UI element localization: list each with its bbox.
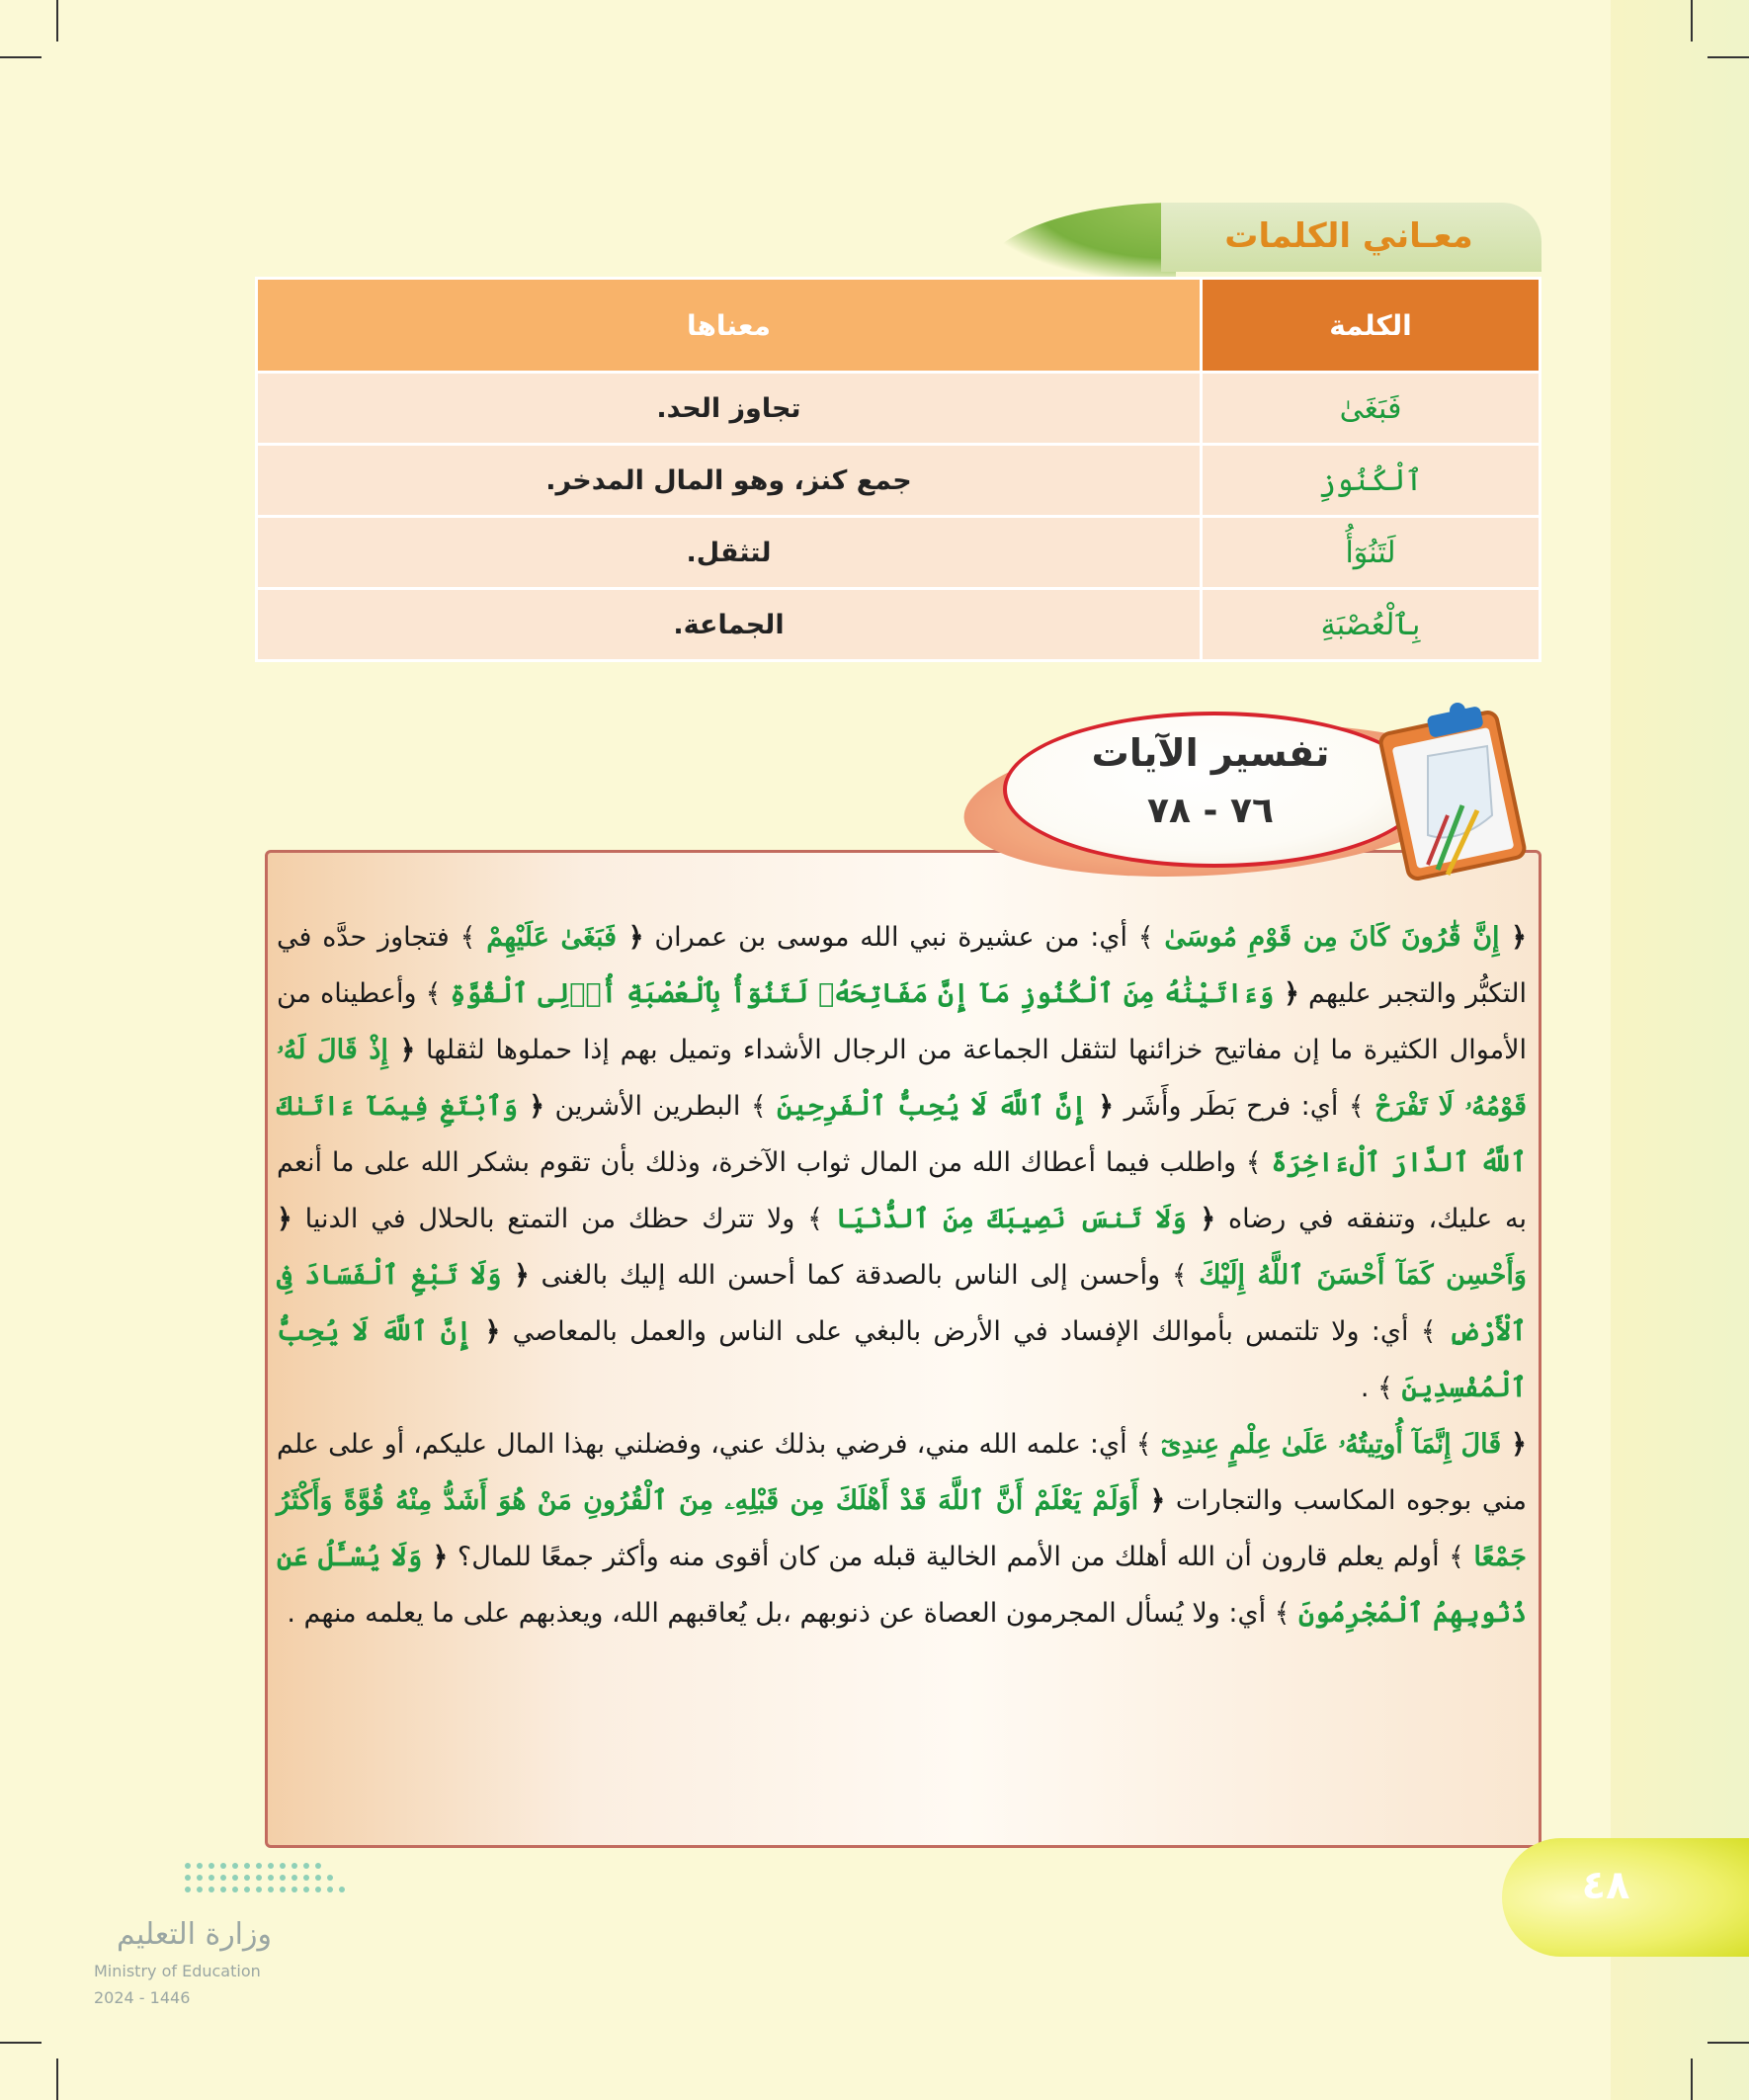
quran-verse-text: وَلَا تَنسَ نَصِيبَكَ مِنَ ٱلدُّنْيَا <box>835 1204 1187 1234</box>
ministry-year: 2024 - 1446 <box>94 1988 191 2007</box>
word-column-header: الكلمة <box>1202 279 1541 373</box>
meaning-column-header: معناها <box>257 279 1202 373</box>
quran-verse-text: إِنَّ قَٰرُونَ كَانَ مِن قَوْمِ مُوسَىٰ <box>1164 922 1500 953</box>
ornate-bracket: ﴿ <box>387 1035 416 1065</box>
explanation-text: ﴾ أي: ولا يُسأل المجرمون العصاة عن ذنوبهم ،بل يُعاقبهم الله، ويعذبهم على ما يعلمه منهم . <box>287 1598 1299 1629</box>
ministry-logo-dots <box>178 1858 356 1902</box>
ornate-bracket: ﴿ <box>1499 922 1527 953</box>
quran-verse-text: فَبَغَىٰ عَلَيْهِمْ <box>486 922 618 953</box>
quran-verse-text: وَءَاتَيْنَٰهُ مِنَ ٱلْكُنُوزِ مَآ إِنَّ مَفَاتِحَهُۥ لَتَنُوٓأُ بِٱلْعُصْبَةِ أُو۟لِى ٱلْقُوَّةِ <box>450 978 1275 1009</box>
verse-range: ٧٦ - ٧٨ <box>1147 791 1274 831</box>
vocab-meaning: لتثقل. <box>257 517 1202 589</box>
explanation-text: ﴾ أولم يعلم قارون أن الله أهلك من الأمم الخالية قبله من كان أقوى منه وأكثر جمعًا للمال؟ <box>448 1542 1474 1572</box>
quran-verse-text: وَٱبْتَغِ فِيمَآ ءَاتَىٰكَ ٱللَّهُ ٱلدَّارَ ٱلْءَاخِرَةَ <box>277 1091 1527 1178</box>
explanation-text: ﴾ أي: من عشيرة نبي الله موسى بن عمران <box>643 922 1165 953</box>
crop-mark <box>0 56 42 58</box>
explanation-text: ﴾ وأحسن إلى الناس بالصدقة كما أحسن الله إليك بالغنى <box>529 1260 1200 1291</box>
quran-verse-text: قَالَ إِنَّمَآ أُوتِيتُهُۥ عَلَىٰ عِلْمٍ عِندِىٓ <box>1160 1429 1502 1460</box>
quran-verse-text: إِذْ قَالَ لَهُۥ قَوْمُهُۥ لَا تَفْرَحْ <box>277 1035 1527 1122</box>
ornate-bracket: ﴿ <box>517 1091 545 1122</box>
vocab-section-title: معـاني الكلمات <box>1224 216 1473 256</box>
vocab-table-header <box>257 279 1541 373</box>
quran-verse-text: أَوَلَمْ يَعْلَمْ أَنَّ ٱللَّهَ قَدْ أَهْلَكَ مِن قَبْلِهِۦ مِنَ ٱلْقُرُونِ مَنْ هُوَ أَشَدُّ مِنْهُ قُوَّةً وَأَكْثَرُ جَمْعًا <box>277 1485 1527 1572</box>
explanation-text: ﴾ أي: ولا تلتمس بأموالك الإفساد في الأرض بالبغي على الناس والعمل بالمعاصي <box>500 1316 1449 1347</box>
explanation-text: ﴾ . <box>1360 1373 1402 1403</box>
tafsir-paragraph <box>277 1416 1527 1641</box>
crop-mark <box>1707 56 1749 58</box>
quran-verse-text: إِنَّ ٱللَّهَ لَا يُحِبُّ ٱلْمُفْسِدِينَ <box>277 1316 1527 1403</box>
explanation-text: ﴾ وأعطيناه من الأموال الكثيرة ما إن مفاتيح خزائنها لتثقل الجماعة من الرجال الأشداء وتميل بهم إذا حملوها لثقلها <box>277 978 1528 1065</box>
table-row <box>257 445 1541 517</box>
explanation-text: ﴾ البطرين الأشرين <box>544 1091 778 1122</box>
vocab-word: لَتَنُوٓأُ <box>1202 517 1541 589</box>
table-row <box>257 373 1541 445</box>
vocab-meaning: جمع كنز، وهو المال المدخر. <box>257 445 1202 517</box>
ornate-bracket: ﴿ <box>1186 1204 1216 1234</box>
crop-mark <box>1691 2058 1693 2100</box>
vocab-word: بِٱلْعُصْبَةِ <box>1202 589 1541 661</box>
ornate-bracket: ﴿ <box>1501 1429 1527 1460</box>
quran-verse-text: وَلَا يُسْـَٔلُ عَن ذُنُوبِهِمُ ٱلْمُجْرِمُونَ <box>277 1542 1527 1629</box>
vocab-meaning: الجماعة. <box>257 589 1202 661</box>
ornate-bracket: ﴿ <box>1087 1091 1115 1122</box>
explanation-text: ﴾ أي: فرح بَطَر وأَشَر <box>1114 1091 1375 1122</box>
ornate-bracket: ﴿ <box>471 1316 501 1347</box>
tafsir-title: تفسير الآيات <box>1091 731 1330 775</box>
crop-mark <box>0 2042 42 2044</box>
quran-verse-text: إِنَّ ٱللَّهَ لَا يُحِبُّ ٱلْفَرِحِينَ <box>777 1091 1088 1122</box>
crop-mark <box>1707 2042 1749 2044</box>
crop-mark <box>1691 0 1693 42</box>
ministry-name-english: Ministry of Education <box>94 1962 261 1980</box>
explanation-text: ﴾ واطلب فيما أعطاك الله من المال ثواب الآخرة، وذلك بأن تقوم بشكر الله على ما أنعم به عليك، وتنفقه في رضاه <box>277 1147 1528 1234</box>
ornate-bracket: ﴿ <box>501 1260 530 1291</box>
decorative-border <box>1611 0 1749 2100</box>
explanation-text: ﴾ ولا تترك حظك من التمتع بالحلال في الدنيا <box>292 1204 836 1234</box>
vocab-table <box>255 277 1541 662</box>
quran-verse-text: وَلَا تَبْغِ ٱلْفَسَادَ فِى ٱلْأَرْضِ <box>277 1260 1527 1347</box>
ornate-bracket: ﴿ <box>617 922 644 953</box>
quran-verse-text: وَأَحْسِن كَمَآ أَحْسَنَ ٱللَّهُ إِلَيْكَ <box>1199 1260 1527 1291</box>
table-row <box>257 589 1541 661</box>
vocab-word: فَبَغَىٰ <box>1202 373 1541 445</box>
explanation-text: ﴾ أي: علمه الله مني، فرضي بذلك عني، وفضلني بهذا المال عليكم، أو على علم مني بوجوه المكاسب والتجارات <box>277 1429 1527 1516</box>
ornate-bracket: ﴿ <box>1274 978 1299 1009</box>
leaf-decoration <box>978 203 1176 282</box>
page-number: ٤٨ <box>1581 1863 1630 1908</box>
crop-mark <box>56 2058 58 2100</box>
ornate-bracket: ﴿ <box>1138 1485 1166 1516</box>
explanation-text: ﴾ فتجاوز حدَّه في التكبُّر والتجبر عليهم <box>277 922 1527 1009</box>
ornate-bracket: ﴿ <box>277 1204 292 1234</box>
table-row <box>257 517 1541 589</box>
vocab-word: ٱلْكُنُوزِ <box>1202 445 1541 517</box>
clipboard-icon <box>1369 697 1541 889</box>
tafsir-paragraph <box>277 909 1527 1416</box>
ornate-bracket: ﴿ <box>422 1542 449 1572</box>
ministry-name-arabic: وزارة التعليم <box>116 1917 272 1952</box>
vocab-meaning: تجاوز الحد. <box>257 373 1202 445</box>
tafsir-text <box>277 909 1527 1641</box>
crop-mark <box>56 0 58 42</box>
